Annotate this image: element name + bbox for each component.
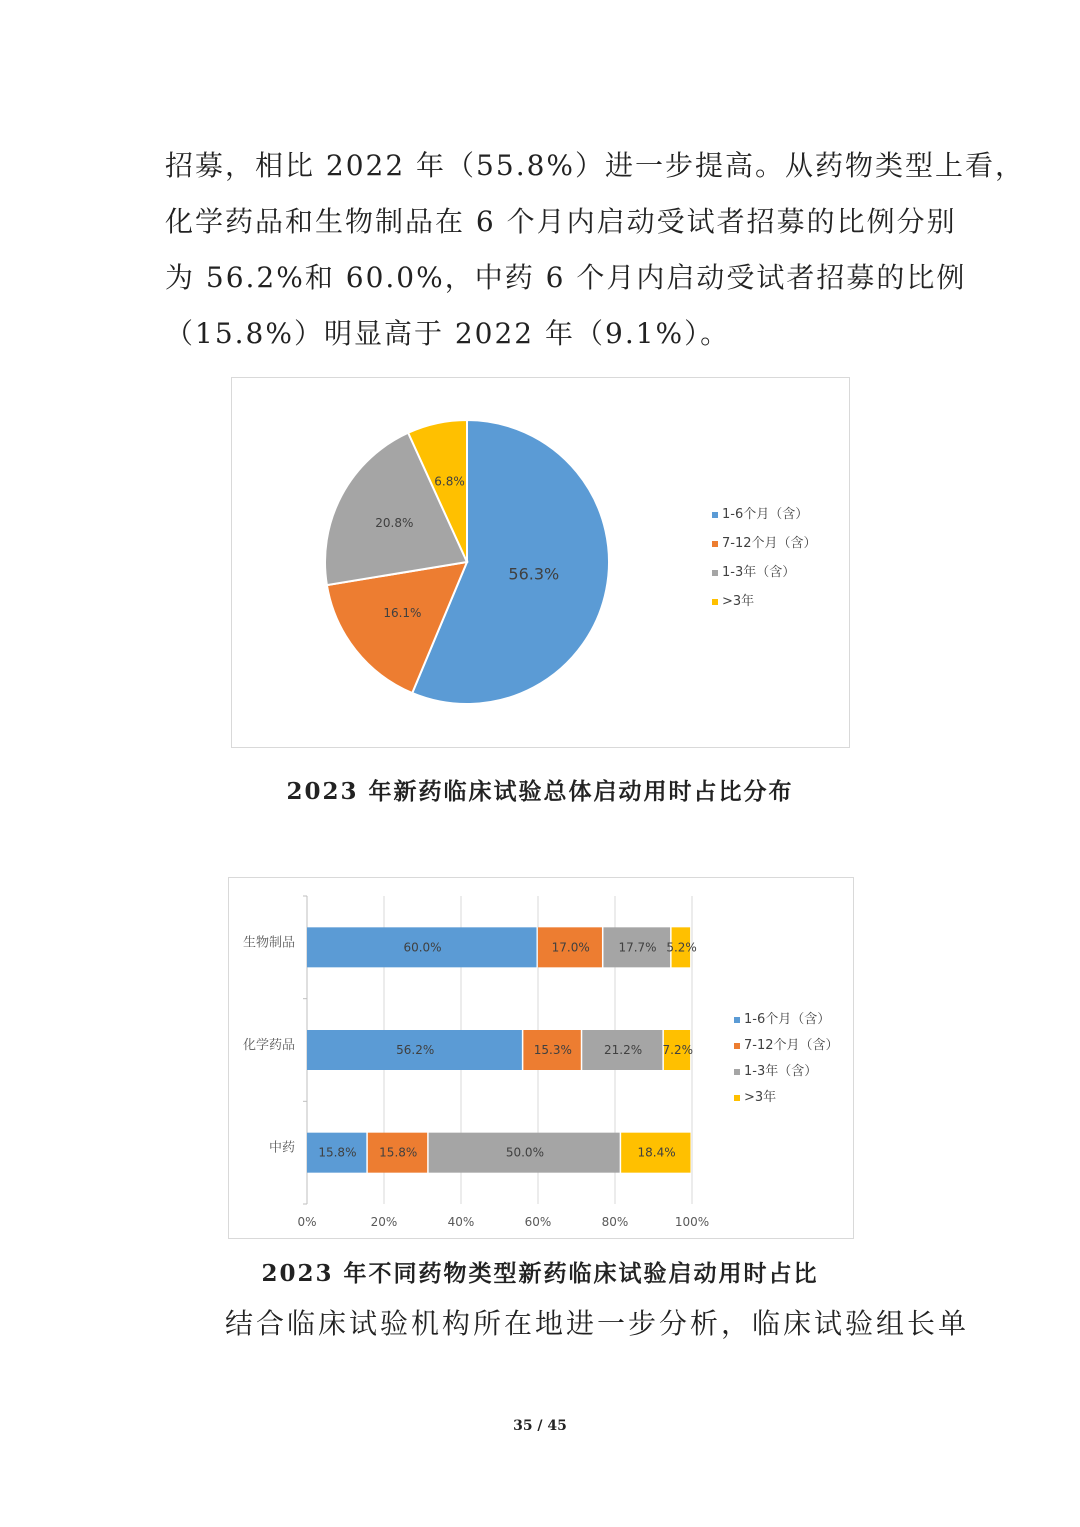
legend-label: 7-12个月（含） xyxy=(722,536,817,551)
stacked-bar-chart xyxy=(229,878,853,1238)
legend-swatch xyxy=(712,570,718,576)
bar-data-label: 17.7% xyxy=(618,940,657,955)
legend-label: 1-3年（含） xyxy=(722,565,796,580)
bar-data-label: 7.2% xyxy=(662,1043,694,1057)
bar-data-label: 56.2% xyxy=(396,1043,435,1057)
paragraph-line: （15.8%）明显高于 2022 年（9.1%）。 xyxy=(165,317,731,350)
category-label: 化学药品 xyxy=(242,1038,295,1053)
bar-data-label: 50.0% xyxy=(505,1145,544,1160)
bar-data-label: 18.4% xyxy=(637,1145,676,1160)
x-tick-label: 0% xyxy=(297,1215,317,1229)
body-paragraph xyxy=(165,138,1026,362)
page-number: 35 / 45 xyxy=(513,1418,567,1434)
legend-label: 7-12个月（含） xyxy=(744,1038,839,1053)
x-tick-label: 100% xyxy=(674,1215,710,1229)
x-tick-label: 40% xyxy=(447,1215,475,1229)
legend-swatch xyxy=(712,541,718,547)
legend-swatch xyxy=(734,1095,740,1101)
continuation-text: 结合临床试验机构所在地进一步分析，临床试验组长单 xyxy=(225,1307,970,1340)
legend-swatch xyxy=(712,512,718,518)
paragraph-line: 招募，相比 2022 年（55.8%）进一步提高。从药物类型上看， xyxy=(165,149,1026,182)
pie-data-label: 56.3% xyxy=(508,564,560,584)
pie-chart-caption: 2023 年新药临床试验总体启动用时占比分布 xyxy=(286,778,794,805)
pie-data-label: 20.8% xyxy=(375,516,414,531)
bar-data-label: 15.8% xyxy=(379,1145,418,1160)
legend-swatch xyxy=(734,1017,740,1023)
bar-data-label: 60.0% xyxy=(403,940,442,955)
paragraph-line: 为 56.2%和 60.0%，中药 6 个月内启动受试者招募的比例 xyxy=(165,261,967,294)
bar-data-label: 15.3% xyxy=(533,1043,572,1057)
legend-label: >3年 xyxy=(744,1090,777,1105)
pie-data-label: 16.1% xyxy=(383,606,422,621)
legend-label: 1-6个月（含） xyxy=(744,1012,831,1027)
x-tick-label: 20% xyxy=(370,1215,398,1229)
bar-data-label: 5.2% xyxy=(666,940,697,955)
bar-chart-panel xyxy=(228,877,854,1239)
category-label: 中药 xyxy=(268,1140,295,1156)
bar-data-label: 21.2% xyxy=(604,1043,643,1057)
x-tick-label: 60% xyxy=(524,1215,552,1229)
legend-swatch xyxy=(712,599,718,605)
legend-swatch xyxy=(734,1043,740,1049)
pie-chart xyxy=(232,378,849,747)
bar-chart-caption: 2023 年不同药物类型新药临床试验启动用时占比 xyxy=(261,1260,819,1287)
legend-swatch xyxy=(734,1069,740,1075)
legend-label: 1-6个月（含） xyxy=(722,507,809,522)
category-label: 生物制品 xyxy=(242,935,295,951)
pie-data-label: 6.8% xyxy=(434,474,465,489)
bar-data-label: 15.8% xyxy=(318,1145,357,1160)
pie-chart-panel xyxy=(231,377,850,748)
legend-label: 1-3年（含） xyxy=(744,1064,818,1079)
paragraph-line: 化学药品和生物制品在 6 个月内启动受试者招募的比例分别 xyxy=(165,205,957,238)
x-tick-label: 80% xyxy=(601,1215,629,1229)
bar-data-label: 17.0% xyxy=(551,940,590,955)
legend-label: >3年 xyxy=(722,594,755,609)
